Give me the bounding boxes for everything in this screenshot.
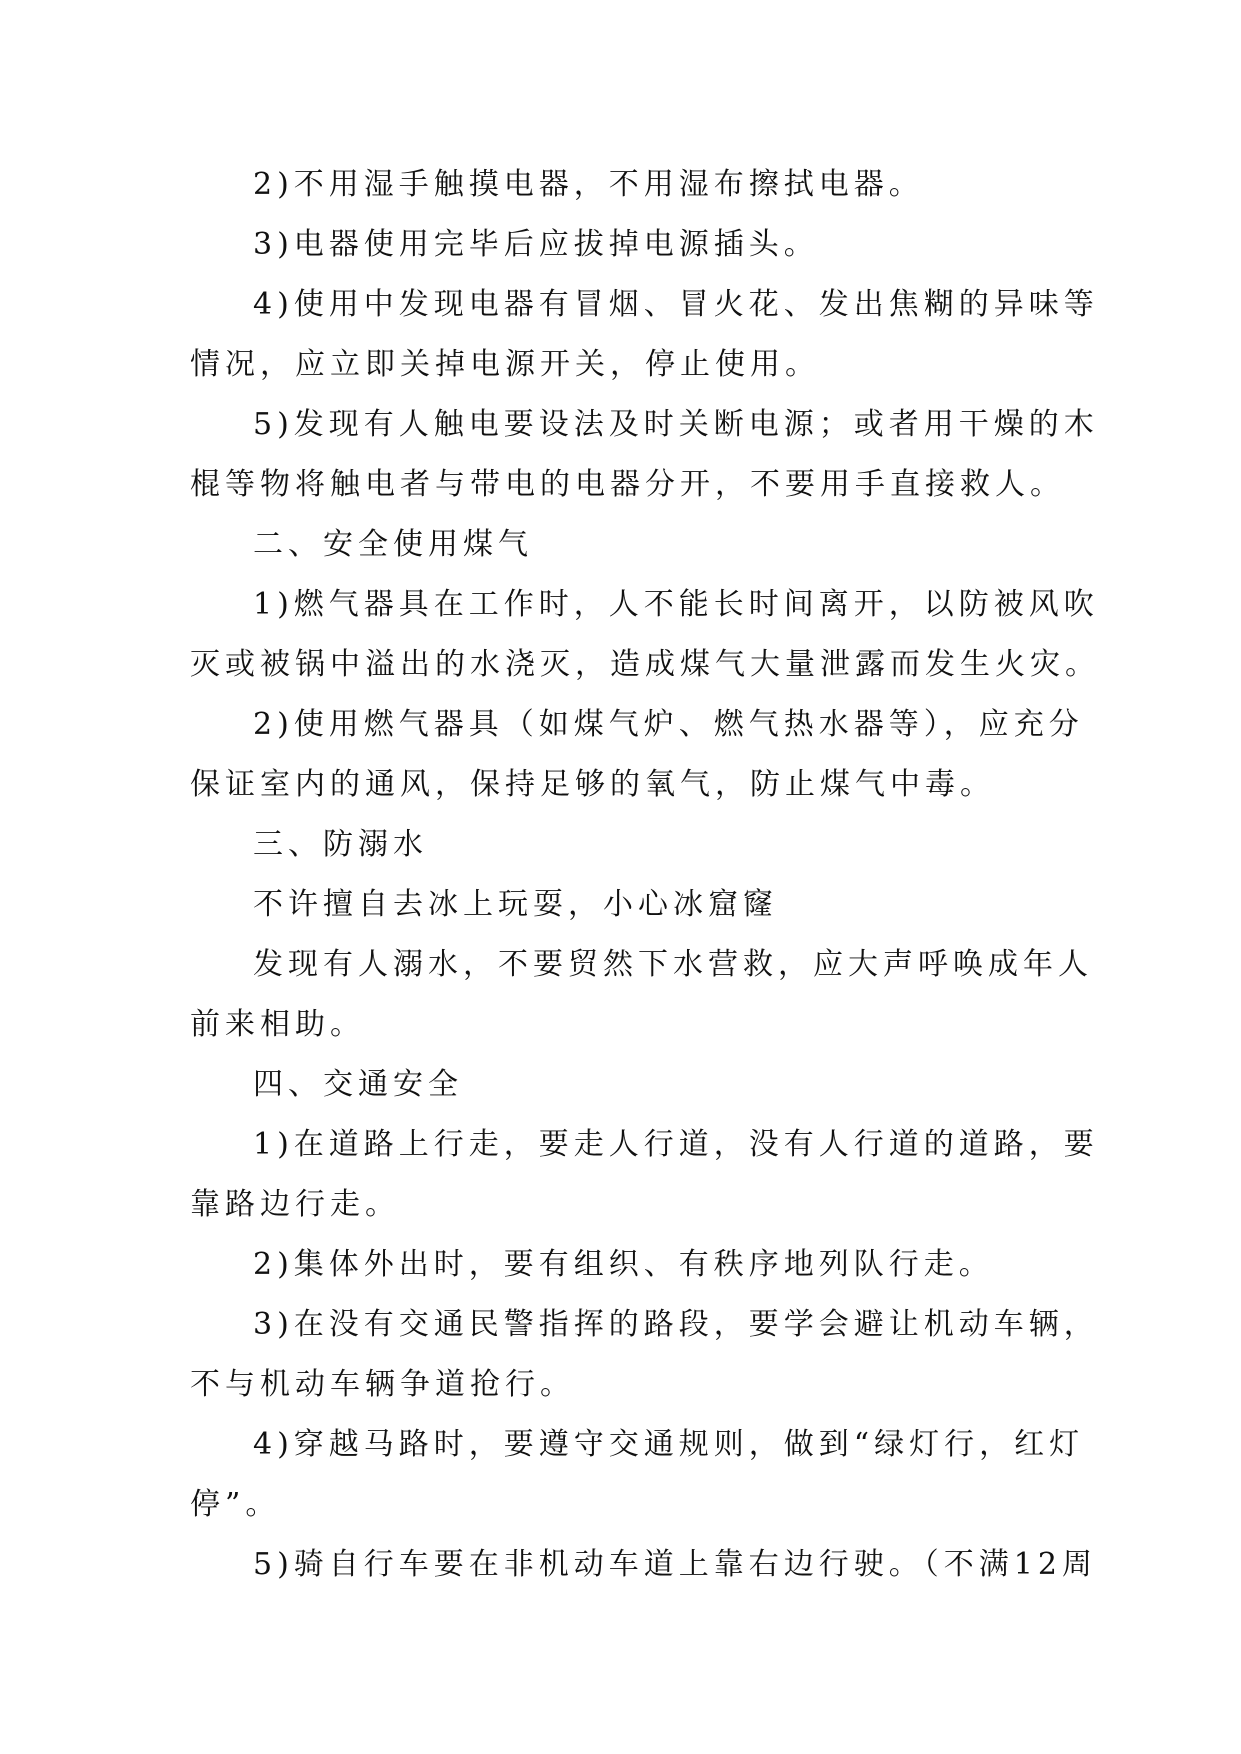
text-line: 停”。 xyxy=(190,1487,281,1522)
text-line: 靠路边行走。 xyxy=(190,1187,400,1222)
text-line: 不与机动车辆争道抢行。 xyxy=(190,1367,575,1402)
text-line: 棍等物将触电者与带电的电器分开，不要用手直接救人。 xyxy=(190,467,1065,502)
text-line: 前来相助。 xyxy=(190,1007,365,1042)
text-line: 3)在没有交通民警指挥的路段，要学会避让机动车辆， xyxy=(253,1307,1099,1342)
text-line: 2)不用湿手触摸电器，不用湿布擦拭电器。 xyxy=(253,167,924,202)
text-line: 不许擅自去冰上玩耍，小心冰窟窿 xyxy=(253,887,778,922)
text-line: 5)骑自行车要在非机动车道上靠右边行驶。（不满12周 xyxy=(253,1547,1097,1582)
text-line: 5)发现有人触电要设法及时关断电源；或者用干燥的木 xyxy=(253,407,1099,442)
section-heading: 四、交通安全 xyxy=(253,1067,463,1102)
text-line: 1)在道路上行走，要走人行道，没有人行道的道路，要 xyxy=(253,1127,1099,1162)
text-line: 2)集体外出时，要有组织、有秩序地列队行走。 xyxy=(253,1247,994,1282)
text-line: 2)使用燃气器具（如煤气炉、燃气热水器等），应充分 xyxy=(253,707,1084,742)
text-line: 4)使用中发现电器有冒烟、冒火花、发出焦糊的异味等 xyxy=(253,287,1099,322)
section-heading: 二、安全使用煤气 xyxy=(253,527,533,562)
section-heading: 三、防溺水 xyxy=(253,827,428,862)
text-line: 4)穿越马路时，要遵守交通规则，做到“绿灯行，红灯 xyxy=(253,1427,1085,1462)
text-line: 3)电器使用完毕后应拔掉电源插头。 xyxy=(253,227,819,262)
text-line: 灭或被锅中溢出的水浇灭，造成煤气大量泄露而发生火灾。 xyxy=(190,647,1100,682)
text-line: 情况，应立即关掉电源开关，停止使用。 xyxy=(190,347,820,382)
text-line: 发现有人溺水，不要贸然下水营救，应大声呼唤成年人 xyxy=(253,947,1093,982)
text-line: 1)燃气器具在工作时，人不能长时间离开，以防被风吹 xyxy=(253,587,1099,622)
text-line: 保证室内的通风，保持足够的氧气，防止煤气中毒。 xyxy=(190,767,995,802)
